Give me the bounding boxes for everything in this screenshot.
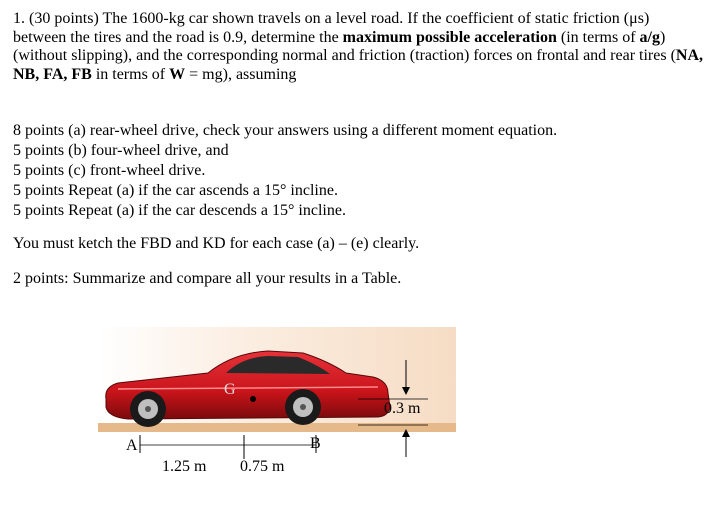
front-distance-dimension: 0.75 m <box>240 458 285 475</box>
rear-distance-dimension: 1.25 m <box>162 458 207 475</box>
front-wheel <box>130 391 166 427</box>
part-a: 8 points (a) rear-wheel drive, check your answers using a different moment equation. <box>13 122 558 139</box>
rear-wheel <box>285 389 321 425</box>
problem-text: ) between the tires and the road is 0.9, determine the <box>13 10 650 46</box>
problem-text: in terms of <box>91 65 170 83</box>
problem-text: (in terms of <box>556 28 640 46</box>
summary-note: 2 points: Summarize and compare all your results in a Table. <box>13 270 402 287</box>
center-of-gravity-dot <box>250 396 256 402</box>
label-a: A <box>126 437 138 454</box>
problem-text: The 1600-kg car shown travels on a level road. If the coefficient of static friction ( <box>102 10 630 27</box>
a-over-g: a/g <box>639 28 660 46</box>
part-d: 5 points Repeat (a) if the car ascends a 15° incline. <box>13 182 338 199</box>
label-b: B <box>310 435 321 452</box>
mu-symbol: μs <box>629 10 644 27</box>
weight-symbol: W <box>169 65 186 83</box>
problem-points: (30 points) <box>29 10 99 27</box>
problem-text: = mg), assuming <box>185 65 297 83</box>
problem-text: ) (without slipping), and the corresponding normal and friction (traction) forces on frontal and rear tires ( <box>13 28 676 64</box>
part-e: 5 points Repeat (a) if the car descends a 15° incline. <box>13 202 346 219</box>
part-b: 5 points (b) four-wheel drive, and <box>13 142 229 159</box>
max-acceleration-phrase: maximum possible acceleration <box>342 28 557 46</box>
car-figure <box>98 327 456 479</box>
force-list: NA, NB, FA, FB <box>13 47 704 83</box>
label-g: G <box>224 381 236 398</box>
height-dimension: 0.3 m <box>384 400 421 417</box>
problem-statement <box>13 10 703 84</box>
sketch-note: You must ketch the FBD and KD for each case (a) – (e) clearly. <box>13 235 420 252</box>
problem-number: 1. <box>13 10 25 27</box>
part-c: 5 points (c) front-wheel drive. <box>13 162 206 179</box>
parts-list <box>13 121 557 221</box>
